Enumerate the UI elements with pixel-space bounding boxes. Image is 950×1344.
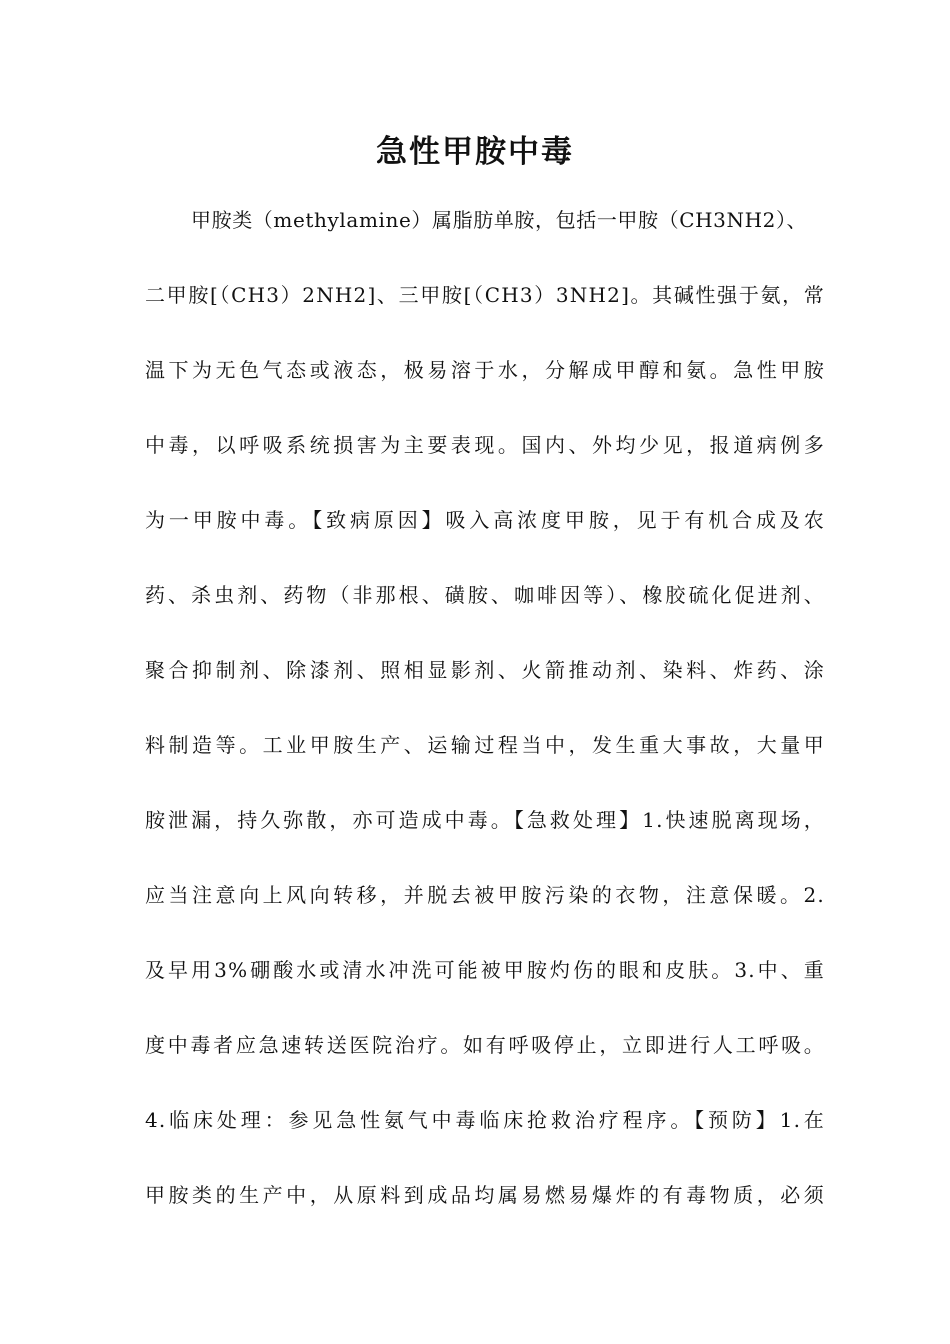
body-line: 二甲胺[（CH3）2NH2]、三甲胺[（CH3）3NH2]。其碱性强于氨，常 bbox=[145, 283, 825, 307]
body-line: 为一甲胺中毒。【致病原因】吸入高浓度甲胺，见于有机合成及农 bbox=[145, 508, 825, 532]
body-line: 聚合抑制剂、除漆剂、照相显影剂、火箭推动剂、染料、炸药、涂 bbox=[145, 658, 825, 682]
body-line: 胺泄漏，持久弥散，亦可造成中毒。【急救处理】1.快速脱离现场， bbox=[145, 808, 825, 832]
body-line: 料制造等。工业甲胺生产、运输过程当中，发生重大事故，大量甲 bbox=[145, 733, 825, 757]
document-title: 急性甲胺中毒 bbox=[376, 134, 574, 170]
body-line: 甲胺类的生产中，从原料到成品均属易燃易爆炸的有毒物质，必须 bbox=[145, 1183, 825, 1207]
document-body bbox=[145, 200, 825, 1250]
body-line: 应当注意向上风向转移，并脱去被甲胺污染的衣物，注意保暖。2. bbox=[145, 883, 825, 907]
body-line: 及早用3%硼酸水或清水冲洗可能被甲胺灼伤的眼和皮肤。3.中、重 bbox=[145, 958, 825, 982]
body-line: 4.临床处理：参见急性氨气中毒临床抢救治疗程序。【预防】1.在 bbox=[145, 1108, 825, 1132]
body-line: 药、杀虫剂、药物（非那根、磺胺、咖啡因等）、橡胶硫化促进剂、 bbox=[145, 583, 825, 607]
body-line: 温下为无色气态或液态，极易溶于水，分解成甲醇和氨。急性甲胺 bbox=[145, 358, 825, 382]
body-line: 中毒，以呼吸系统损害为主要表现。国内、外均少见，报道病例多 bbox=[145, 433, 825, 457]
body-line: 甲胺类（methylamine）属脂肪单胺，包括一甲胺（CH3NH2）、 bbox=[191, 208, 808, 232]
body-line: 度中毒者应急速转送医院治疗。如有呼吸停止，立即进行人工呼吸。 bbox=[145, 1033, 825, 1057]
